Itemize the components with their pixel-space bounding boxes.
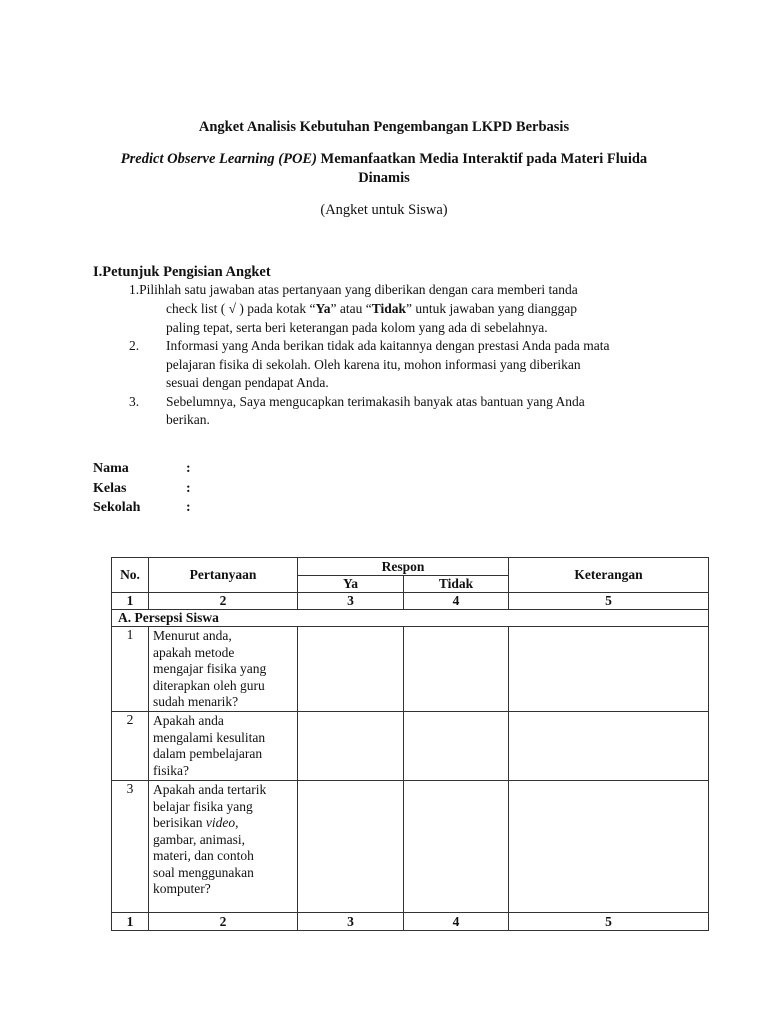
instruction-1-line2-a: check list ( √ ) pada kotak “ <box>166 301 316 316</box>
column-number-2: 2 <box>149 593 298 610</box>
footer-number-3: 3 <box>298 913 404 931</box>
instruction-3-number: 3. <box>129 394 140 409</box>
header-no-answer: Tidak <box>404 576 509 593</box>
row-3-yes-cell[interactable] <box>298 781 404 913</box>
column-number-1: 1 <box>112 593 149 610</box>
identity-label-sekolah: Sekolah <box>93 500 141 515</box>
row-3-video-word: video <box>205 815 236 830</box>
identity-colon-nama: : <box>186 461 191 476</box>
instruction-2-line1: Informasi yang Anda berikan tidak ada kaitannya dengan prestasi Anda pada mata <box>166 338 610 353</box>
row-3-line-1: Apakah anda tertarik <box>153 782 267 797</box>
row-2-line-1: Apakah anda <box>153 713 224 728</box>
row-3-line-6: soal menggunakan <box>153 864 254 880</box>
instruction-3-line2: berikan. <box>166 412 210 427</box>
footer-number-5: 5 <box>509 913 709 931</box>
subtitle-rest-line1: Memanfaatkan Media Interaktif pada Materi Fluida <box>316 151 648 167</box>
section-a-header: A. Persepsi Siswa <box>112 610 709 627</box>
column-number-4: 4 <box>404 593 509 610</box>
subtitle-italic-part: Predict Observe Learning (POE) <box>120 151 317 167</box>
row-3-note-cell[interactable] <box>509 781 709 913</box>
instruction-1 <box>129 281 578 300</box>
header-no: No. <box>112 558 149 593</box>
audience-label: (Angket untuk Siswa) <box>320 202 448 218</box>
document-title: Angket Analisis Kebutuhan Pengembangan LKPD Berbasis <box>198 119 570 135</box>
column-number-3: 3 <box>298 593 404 610</box>
row-3-line-3-b: , <box>235 815 239 830</box>
row-1-number: 1 <box>112 627 149 712</box>
row-1-no-cell[interactable] <box>404 627 509 712</box>
row-1-line-5: sudah menarik? <box>153 694 239 709</box>
table-row <box>112 712 709 781</box>
row-2-number: 2 <box>112 712 149 781</box>
instruction-1-line1: Pilihlah satu jawaban atas pertanyaan yang diberikan dengan cara memberi tanda <box>139 282 578 297</box>
column-number-5: 5 <box>509 593 709 610</box>
instruction-1-line2-b: ” atau “ <box>330 301 372 316</box>
row-2-no-cell[interactable] <box>404 712 509 781</box>
identity-label-nama: Nama <box>93 461 129 476</box>
header-yes: Ya <box>298 576 404 593</box>
instruction-1-line2 <box>166 300 577 319</box>
row-3-no-cell[interactable] <box>404 781 509 913</box>
footer-number-1: 1 <box>112 913 149 931</box>
row-1-line-3: mengajar fisika yang <box>153 661 267 676</box>
header-note: Keterangan <box>509 558 709 593</box>
row-2-line-2: mengalami kesulitan <box>153 729 266 745</box>
row-2-question <box>149 712 298 781</box>
row-3-line-7: komputer? <box>153 881 211 896</box>
identity-colon-kelas: : <box>186 481 191 496</box>
questionnaire-table <box>111 557 709 931</box>
table-row <box>112 781 709 913</box>
subtitle-rest-line2: Dinamis <box>358 170 410 186</box>
instruction-1-number: 1. <box>129 282 140 297</box>
identity-label-kelas: Kelas <box>93 481 127 496</box>
row-1-question <box>149 627 298 712</box>
header-response: Respon <box>298 558 509 576</box>
instruction-2-line3: sesuai dengan pendapat Anda. <box>166 375 329 390</box>
section-title: I.Petunjuk Pengisian Angket <box>93 264 271 280</box>
instruction-1-line3: paling tepat, serta beri keterangan pada kolom yang ada di sebelahnya. <box>166 320 548 335</box>
row-1-yes-cell[interactable] <box>298 627 404 712</box>
table-row <box>112 627 709 712</box>
row-1-line-1: Menurut anda, <box>153 628 232 643</box>
row-3-question <box>149 781 298 913</box>
instruction-1-line2-c: ” untuk jawaban yang dianggap <box>406 301 577 316</box>
instruction-2-number: 2. <box>129 338 140 353</box>
row-2-note-cell[interactable] <box>509 712 709 781</box>
footer-number-4: 4 <box>404 913 509 931</box>
row-3-number: 3 <box>112 781 149 913</box>
row-2-line-4: fisika? <box>153 762 189 778</box>
instruction-1-ya: Ya <box>315 301 331 316</box>
row-2-line-3: dalam pembelajaran <box>153 746 263 761</box>
document-subtitle <box>0 150 768 188</box>
identity-colon-sekolah: : <box>186 500 191 515</box>
row-3-line-3 <box>153 815 293 832</box>
row-3-line-4: gambar, animasi, <box>153 831 246 847</box>
row-3-line-3-a: berisikan <box>153 815 206 830</box>
row-1-note-cell[interactable] <box>509 627 709 712</box>
footer-number-2: 2 <box>149 913 298 931</box>
row-1-line-2: apakah metode <box>153 644 235 660</box>
row-1-line-4: diterapkan oleh guru <box>153 677 265 693</box>
header-question: Pertanyaan <box>149 558 298 593</box>
instruction-3-line1: Sebelumnya, Saya mengucapkan terimakasih banyak atas bantuan yang Anda <box>166 394 585 409</box>
row-3-line-2: belajar fisika yang <box>153 798 253 814</box>
instruction-2-line2: pelajaran fisika di sekolah. Oleh karena itu, mohon informasi yang diberikan <box>166 357 581 372</box>
row-2-yes-cell[interactable] <box>298 712 404 781</box>
instruction-1-tidak: Tidak <box>371 301 406 316</box>
row-3-line-5: materi, dan contoh <box>153 848 254 863</box>
